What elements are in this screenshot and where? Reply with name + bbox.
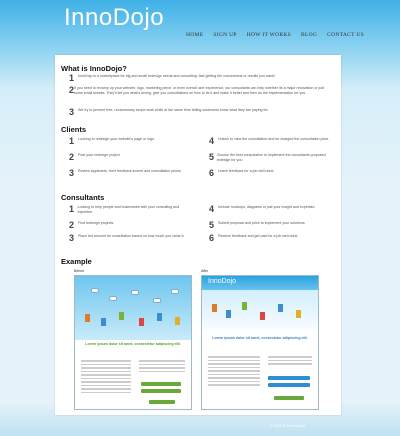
after-form — [268, 356, 312, 367]
before-screenshot[interactable] — [74, 275, 192, 410]
clients-item-6 — [209, 169, 331, 178]
step-number: 5 — [209, 220, 215, 230]
before-text-block — [81, 360, 131, 395]
nav-sign-up[interactable]: SIGN UP — [213, 32, 237, 38]
after-hero — [202, 290, 318, 330]
step-text: Place bid amount for consultation based on how much you value it. — [78, 234, 185, 238]
site-logo[interactable]: InnoDojo — [64, 4, 165, 31]
clients-heading: Clients — [61, 125, 87, 134]
what-item-3 — [69, 108, 331, 117]
what-heading: What is InnoDojo? — [61, 64, 127, 73]
step-number: 1 — [69, 136, 75, 146]
step-text: InnoDojo is a marketplace for big and small redesign needs and consulting: fast getting the conversions or results you want! — [78, 74, 275, 78]
consultants-item-3 — [69, 234, 189, 243]
before-cta-button[interactable] — [149, 400, 175, 404]
consultants-item-6 — [209, 234, 331, 243]
step-number: 3 — [69, 233, 75, 243]
step-text: Find redesign projects — [78, 221, 114, 225]
clients-item-4 — [209, 137, 331, 146]
before-headline: Lorem ipsum dolor sit amet, consectetur adipiscing elit. — [85, 342, 181, 346]
step-text: Include mockups, diagrams or just your insight and expertise. — [218, 205, 316, 209]
consultants-item-2 — [69, 221, 189, 230]
after-logo: InnoDojo — [208, 278, 237, 285]
step-number: 4 — [209, 204, 215, 214]
after-text-block — [208, 356, 260, 388]
nav-how-it-works[interactable]: HOW IT WORKS — [246, 32, 291, 38]
after-headline: Lorem ipsum dolor sit amet, consectetur adipiscing elit. — [212, 336, 308, 340]
nav-home[interactable]: HOME — [186, 32, 204, 38]
before-form — [139, 360, 185, 374]
what-item-1 — [69, 74, 331, 83]
step-text: We try to prevent free, unnecessary scope work while at the same time letting customers know what they are paying for. — [78, 108, 269, 112]
step-number: 6 — [209, 233, 215, 243]
clients-item-2 — [69, 153, 189, 162]
after-label: After — [201, 269, 209, 273]
before-label: Before — [74, 269, 85, 273]
example-heading: Example — [61, 257, 92, 266]
step-number: 2 — [69, 152, 75, 162]
consultants-heading: Consultants — [61, 193, 105, 202]
before-post-button[interactable] — [141, 389, 181, 393]
clients-item-3 — [69, 169, 189, 178]
after-cta-button[interactable] — [274, 396, 304, 400]
step-number: 2 — [69, 220, 75, 230]
step-number: 5 — [209, 152, 215, 162]
step-number: 1 — [69, 204, 75, 214]
consultants-item-5 — [209, 221, 331, 230]
consultants-item-4 — [209, 205, 331, 214]
step-number: 3 — [69, 107, 75, 117]
step-text: If you need to revamp up your website, logo, marketing piece, or even overall user experience, our consultants can help whether its a major renovation or just some small tweaks. They'll tell you what's wrong, give you consultations on how to fix it and make it better and then do the implementation for you. — [74, 86, 325, 95]
step-text: Unlock to view the consultation and be charged the consultation price. — [218, 137, 330, 141]
content-panel — [55, 55, 341, 415]
step-number: 2 — [69, 85, 75, 95]
step-text: Leave feedback for a job well done. — [218, 169, 275, 173]
step-number: 3 — [69, 168, 75, 178]
before-illustration — [81, 286, 185, 331]
after-signup-button[interactable] — [268, 376, 310, 380]
nav-blog[interactable]: BLOG — [301, 32, 318, 38]
step-text: Looking to help people and businesses with your consulting and expertise. — [77, 205, 180, 214]
nav-contact-us[interactable]: CONTACT US — [327, 32, 365, 38]
clients-item-1 — [69, 137, 189, 146]
step-text: Post your redesign project — [78, 153, 120, 157]
step-text: Submit proposal and price to implement your solutions. — [218, 221, 306, 225]
clients-item-5 — [209, 153, 331, 162]
step-text: Receive feedback and get paid for a job well done. — [218, 234, 299, 238]
step-text: Looking to redesign your website's page or logo. — [78, 137, 156, 141]
step-number: 6 — [209, 168, 215, 178]
consultants-item-1 — [69, 205, 189, 214]
step-text: Choose the best consultation to implement the consultants proposed redesign for you — [216, 153, 326, 162]
step-text: Review applicants, their feedback scores and consultation prices — [78, 169, 181, 173]
top-nav — [186, 32, 364, 38]
footer-copyright: © 2012-2013 InnoDojo — [270, 424, 306, 428]
step-number: 4 — [209, 136, 215, 146]
after-post-button[interactable] — [268, 383, 310, 387]
step-number: 1 — [69, 73, 75, 83]
what-item-2 — [69, 86, 331, 95]
after-screenshot[interactable] — [201, 275, 319, 410]
before-signup-button[interactable] — [141, 382, 181, 386]
